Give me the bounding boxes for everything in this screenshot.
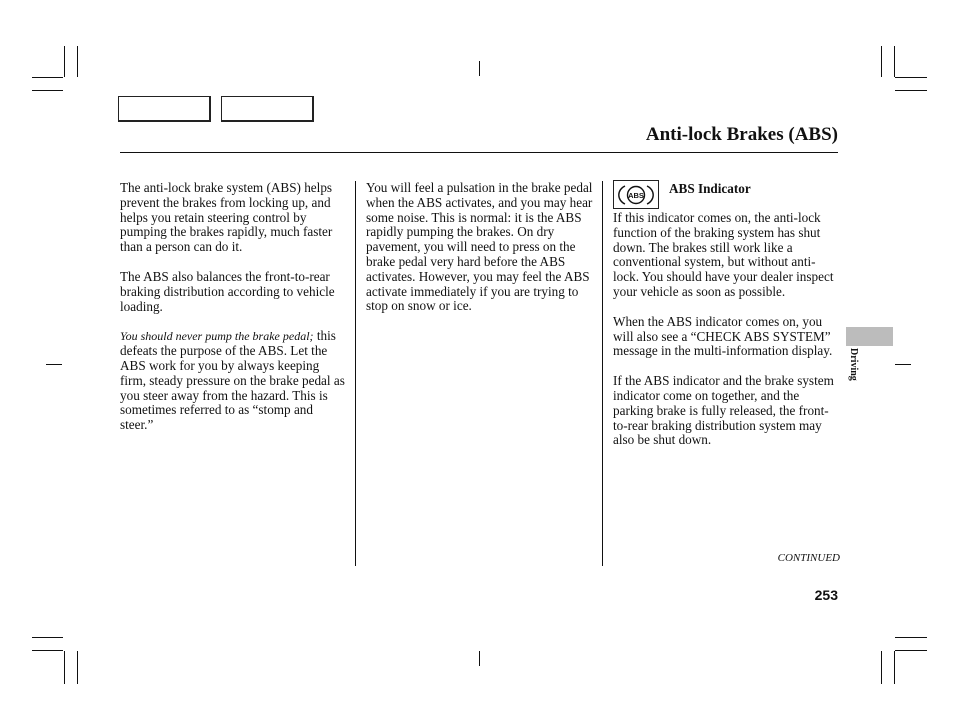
crop-mark	[64, 651, 65, 684]
crop-mark	[479, 61, 480, 76]
crop-mark	[32, 637, 63, 638]
column-1	[120, 181, 348, 448]
nav-box-index[interactable]	[221, 96, 314, 122]
crop-mark	[895, 90, 927, 91]
crop-mark	[77, 651, 78, 684]
crop-mark	[32, 650, 63, 651]
pump-warning-rest: this defeats the purpose of the ABS. Let the ABS work for you by always keeping firm, steady pressure on the brake pedal as you steer away from the hazard. This is sometimes referred to as “stomp and steer.”	[120, 328, 345, 433]
crop-mark	[895, 637, 927, 638]
brake-system-paragraph: If the ABS indicator and the brake system indicator come on together, and the parking brake is fully released, the front-to-rear braking distribution system may also be shut down.	[613, 373, 834, 448]
column-divider	[355, 181, 356, 566]
page-number: 253	[814, 587, 838, 603]
column-divider	[602, 181, 603, 566]
column-3	[613, 211, 841, 463]
nav-box-main-menu[interactable]	[118, 96, 211, 122]
indicator-on-paragraph: If this indicator comes on, the anti-lock function of the braking system has shut down. The brakes still work like a conventional system, but without anti-lock. You should have your dealer inspect your vehicle as soon as possible.	[613, 210, 834, 299]
crop-mark	[64, 46, 65, 77]
crop-mark	[46, 364, 62, 365]
pump-warning-lead: You should never pump the brake pedal;	[120, 329, 314, 344]
crop-mark	[77, 46, 78, 77]
abs-indicator-heading: ABS Indicator	[669, 181, 751, 196]
abs-intro-paragraph: The anti-lock brake system (ABS) helps prevent the brakes from locking up, and helps you retain steering control by pumping the brakes rapidly, much faster than a person can do it.	[120, 180, 333, 255]
crop-mark	[895, 77, 927, 78]
title-rule	[120, 152, 838, 153]
crop-mark	[881, 651, 882, 684]
abs-warning-icon	[618, 183, 654, 207]
abs-icon-text: ABS	[628, 190, 644, 200]
crop-mark	[479, 651, 480, 666]
crop-mark	[895, 650, 927, 651]
abs-indicator-box	[613, 180, 659, 209]
check-abs-paragraph: When the ABS indicator comes on, you will also see a “CHECK ABS SYSTEM” message in the multi-information display.	[613, 313, 833, 359]
crop-mark	[881, 46, 882, 77]
abs-distribution-paragraph: The ABS also balances the front-to-rear braking distribution according to vehicle loading.	[120, 268, 335, 314]
crop-mark	[894, 651, 895, 684]
column-2	[366, 181, 594, 329]
crop-mark	[895, 364, 911, 365]
crop-mark	[32, 90, 63, 91]
continued-label: CONTINUED	[777, 552, 840, 564]
section-tab-label: Driving	[848, 348, 859, 381]
crop-mark	[32, 77, 63, 78]
pump-warning-paragraph	[120, 329, 348, 433]
page-title: Anti-lock Brakes (ABS)	[645, 124, 838, 145]
crop-mark	[894, 46, 895, 77]
pulsation-paragraph: You will feel a pulsation in the brake pedal when the ABS activates, and you may hear some noise. This is normal: it is the ABS rapidly pumping the brakes. On dry pavement, you will need to press on the brake pedal very hard before the ABS activates. However, you may feel the ABS activate immediately if you are trying to stop on snow or ice.	[366, 180, 593, 314]
section-tab[interactable]	[846, 327, 893, 346]
